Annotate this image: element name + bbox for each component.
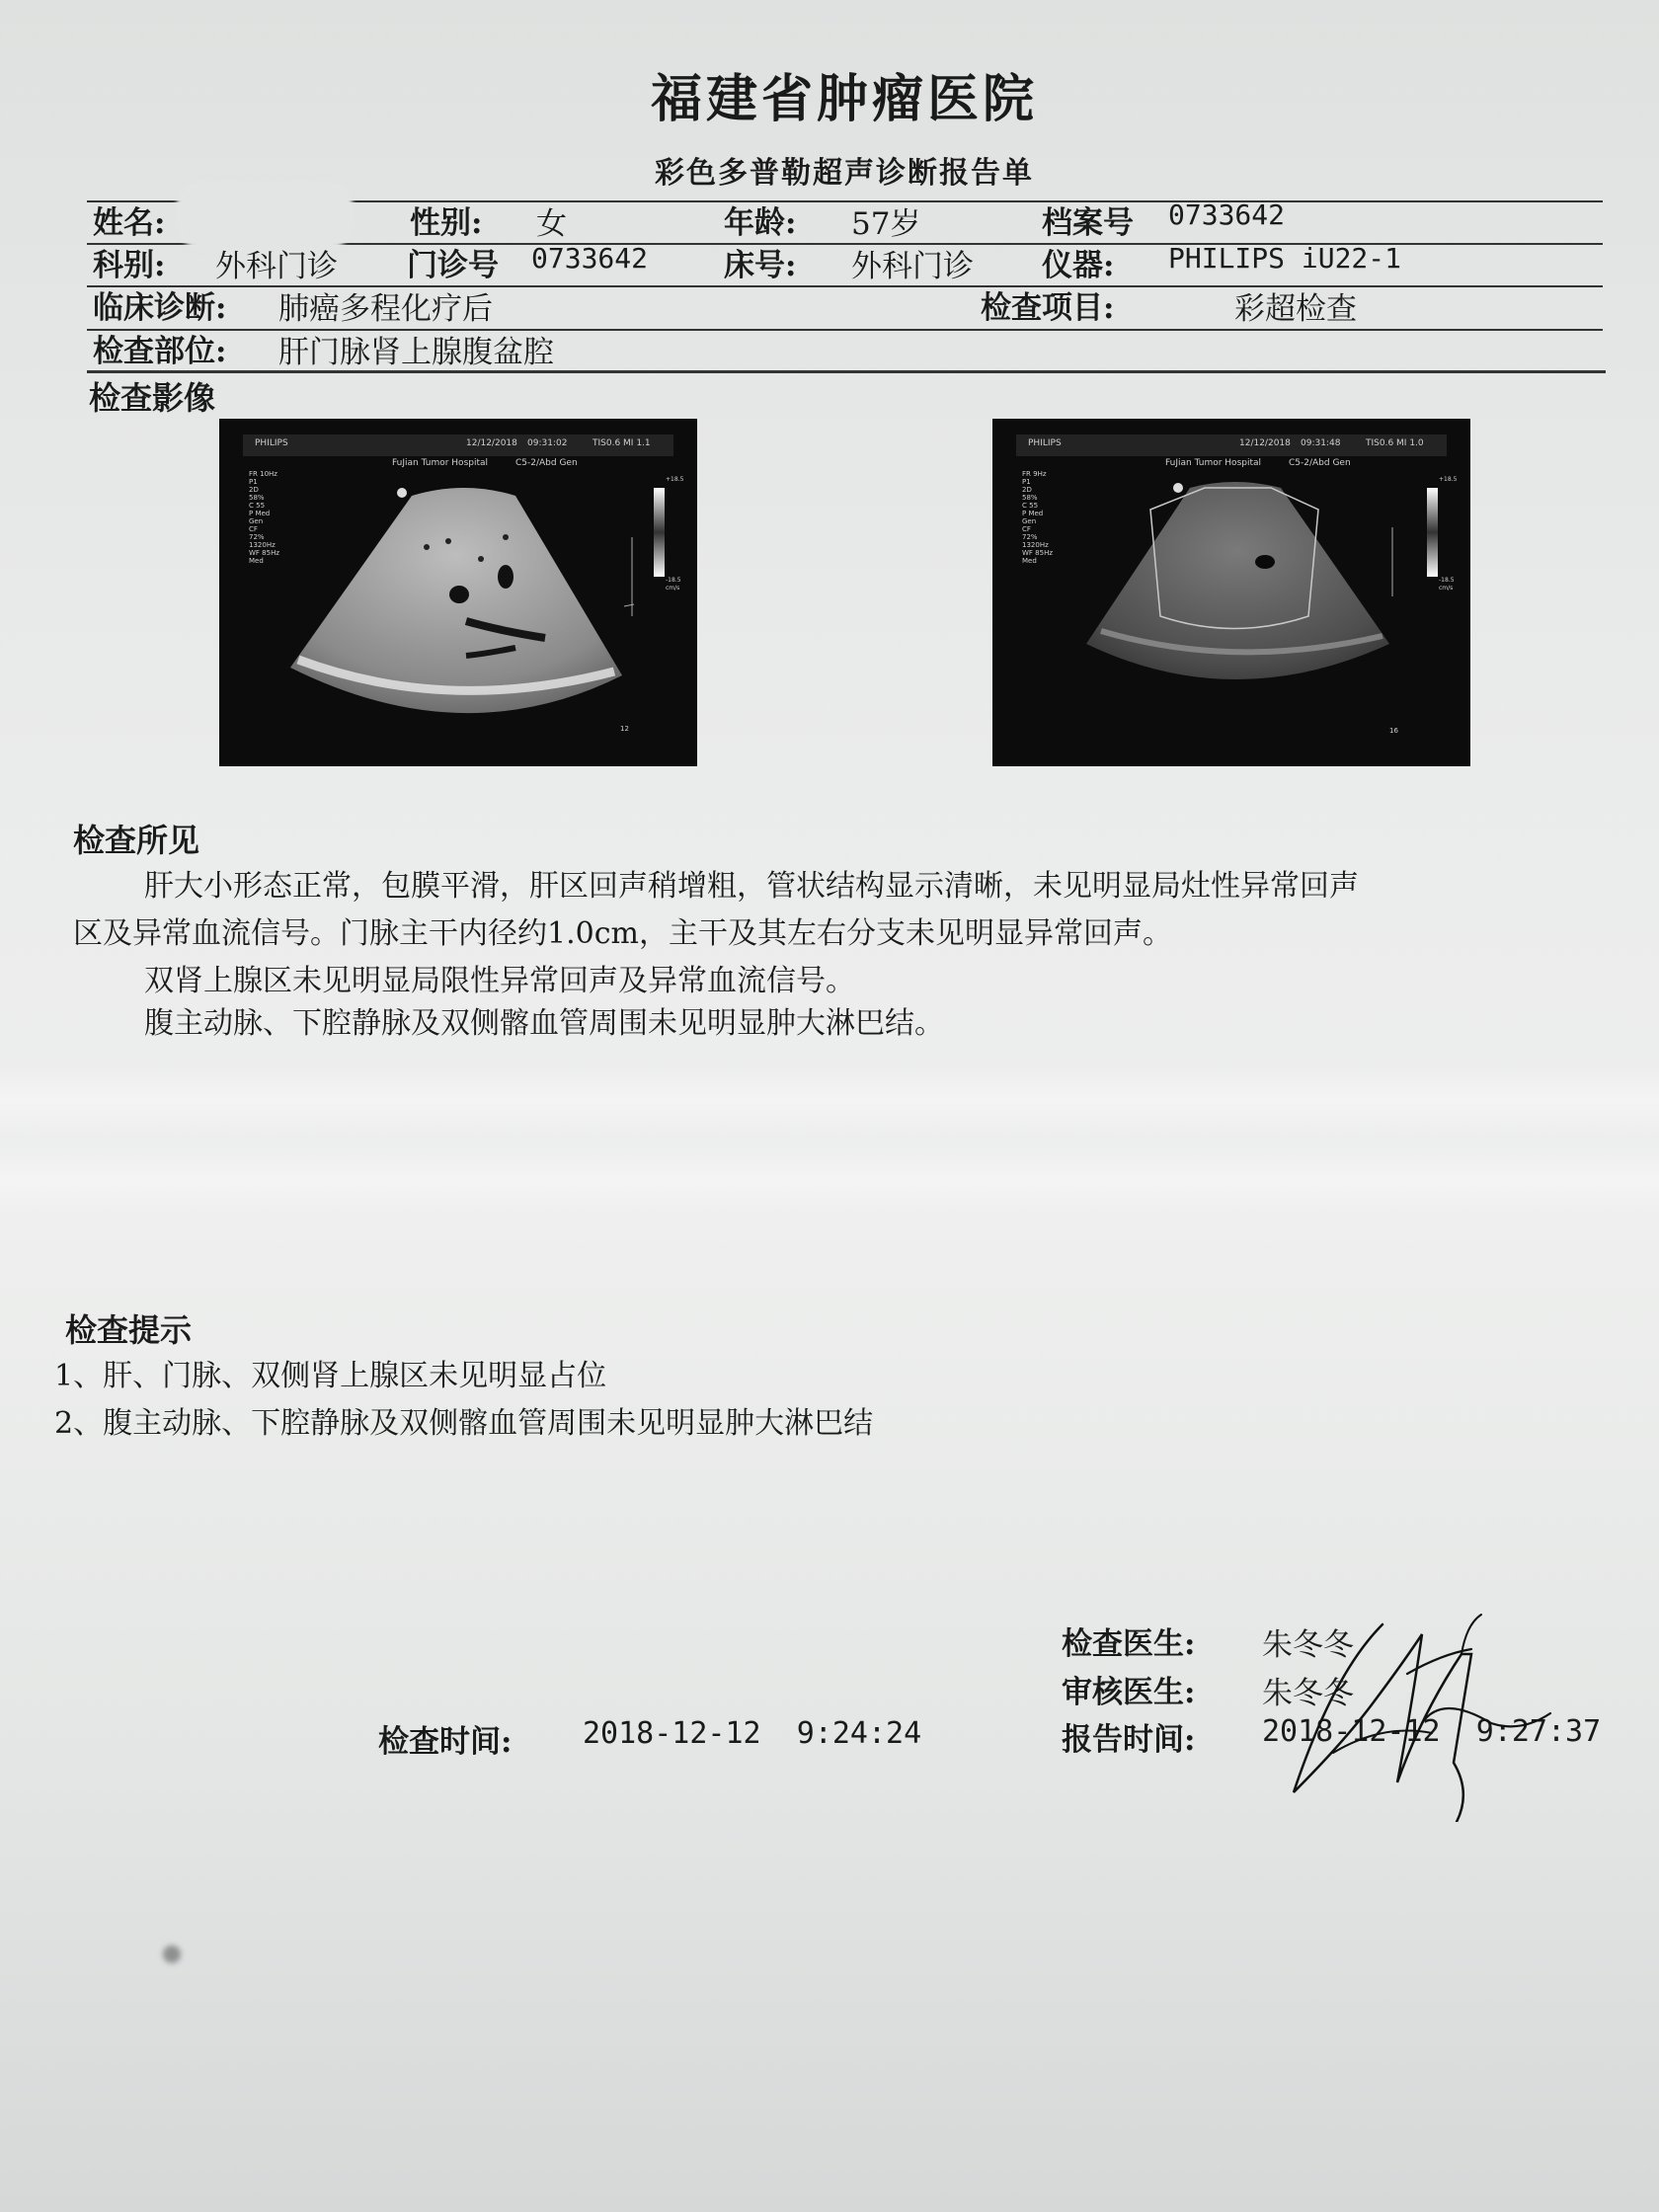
age-label: 年龄: <box>724 205 797 241</box>
bed-value: 外科门诊 <box>851 249 974 284</box>
dept-value: 外科门诊 <box>215 249 338 284</box>
hint-item-1: 1、肝、门脉、双侧肾上腺区未见明显占位 <box>54 1359 607 1393</box>
scan-time: 09:31:48 <box>1301 438 1341 448</box>
exam-doctor-label: 检查医生: <box>1062 1626 1196 1662</box>
scan-param: 1320Hz <box>249 541 276 549</box>
scan-param: Gen <box>249 517 264 525</box>
hints-title: 检查提示 <box>65 1311 193 1349</box>
outpatient-no-label: 门诊号 <box>407 248 499 283</box>
exam-item-label: 检查项目: <box>981 290 1115 326</box>
clinical-dx-label: 临床诊断: <box>93 290 227 326</box>
review-doctor-value: 朱冬冬 <box>1262 1676 1354 1711</box>
scan-brand: PHILIPS <box>255 438 288 448</box>
scale-top: +18.5 <box>666 476 684 483</box>
dept-label: 科别: <box>93 248 166 283</box>
ultrasound-image-1 <box>219 419 697 766</box>
report-subtitle: 彩色多普勒超声诊断报告单 <box>655 156 1034 191</box>
scan-param: P Med <box>249 510 271 517</box>
scale-bottom: -18.5 <box>1439 577 1455 584</box>
file-no-value: 0733642 <box>1168 198 1286 231</box>
ultrasound-scan-2 <box>992 419 1470 766</box>
scan-param: 2D <box>249 486 259 494</box>
scan-param: 2D <box>1022 486 1032 494</box>
name-label: 姓名: <box>93 205 166 241</box>
scan-param: 58% <box>249 494 265 502</box>
instrument-label: 仪器: <box>1042 248 1115 283</box>
exam-item-value: 彩超检查 <box>1234 291 1357 327</box>
paper-smudge <box>163 1945 181 1963</box>
instrument-value: PHILIPS iU22-1 <box>1168 242 1402 275</box>
exam-doctor-value: 朱冬冬 <box>1262 1627 1354 1663</box>
scan-param: P1 <box>1022 478 1031 486</box>
scan-tis: TIS0.6 MI 1.0 <box>1366 438 1424 448</box>
scan-param: 1320Hz <box>1022 541 1049 549</box>
scan-param: Med <box>1022 557 1037 565</box>
scan-param: CF <box>249 525 258 533</box>
findings-title: 检查所见 <box>73 822 200 859</box>
age-value: 57岁 <box>851 206 921 242</box>
exam-time-label: 检查时间: <box>378 1724 513 1760</box>
findings-paragraph-1-line-2: 区及异常血流信号。门脉主干内径约1.0cm，主干及其左右分支未见明显异常回声。 <box>73 916 1172 951</box>
handwritten-signature <box>1274 1595 1570 1822</box>
scan-param: C 55 <box>249 502 266 510</box>
scan-param: WF 85Hz <box>249 549 280 557</box>
scan-brand: PHILIPS <box>1028 438 1062 448</box>
ultrasound-image-2 <box>992 419 1470 766</box>
ultrasound-scan-1 <box>219 419 697 766</box>
outpatient-no-value: 0733642 <box>531 242 649 275</box>
scan-param: WF 85Hz <box>1022 549 1054 557</box>
scale-unit: cm/s <box>666 585 680 592</box>
findings-paragraph-2: 双肾上腺区未见明显局限性异常回声及异常血流信号。 <box>144 964 855 998</box>
exam-site-value: 肝门脉肾上腺腹盆腔 <box>278 335 554 370</box>
scale-top: +18.5 <box>1439 476 1458 483</box>
scan-param: FR 10Hz <box>249 470 277 478</box>
scan-param: Gen <box>1022 517 1037 525</box>
scan-probe: C5-2/Abd Gen <box>1289 458 1351 468</box>
file-no-label: 档案号 <box>1042 205 1134 241</box>
scan-date: 12/12/2018 <box>1239 438 1291 448</box>
exam-time-value: 2018-12-12 9:24:24 <box>583 1716 922 1751</box>
scan-hospital: FuJian Tumor Hospital <box>392 458 489 468</box>
depth-label: 16 <box>1389 727 1398 735</box>
findings-paragraph-1-line-1: 肝大小形态正常，包膜平滑，肝区回声稍增粗，管状结构显示清晰，未见明显局灶性异常回声 <box>144 869 1359 904</box>
scan-probe: C5-2/Abd Gen <box>515 458 578 468</box>
exam-site-label: 检查部位: <box>93 334 227 369</box>
gender-label: 性别: <box>410 205 483 241</box>
hospital-title: 福建省肿瘤医院 <box>650 69 1038 129</box>
scan-tis: TIS0.6 MI 1.1 <box>592 438 651 448</box>
scale-unit: cm/s <box>1439 585 1454 592</box>
scan-param: C 55 <box>1022 502 1039 510</box>
depth-label: 12 <box>620 725 629 733</box>
scan-param: P1 <box>249 478 258 486</box>
scan-param: P Med <box>1022 510 1044 517</box>
report-time-value: 2018-12-12 9:27:37 <box>1262 1714 1602 1749</box>
images-section-title: 检查影像 <box>89 379 216 417</box>
scan-time: 09:31:02 <box>527 438 568 448</box>
findings-paragraph-3: 腹主动脉、下腔静脉及双侧髂血管周围未见明显肿大淋巴结。 <box>144 1006 944 1041</box>
scan-param: 72% <box>1022 533 1038 541</box>
scan-date: 12/12/2018 <box>466 438 517 448</box>
clinical-dx-value: 肺癌多程化疗后 <box>278 291 493 327</box>
scan-param: 58% <box>1022 494 1038 502</box>
scan-param: 72% <box>249 533 265 541</box>
gender-value: 女 <box>536 206 567 242</box>
scale-bottom: -18.5 <box>666 577 681 584</box>
report-time-label: 报告时间: <box>1062 1722 1196 1758</box>
hint-item-2: 2、腹主动脉、下腔静脉及双侧髂血管周围未见明显肿大淋巴结 <box>54 1406 874 1441</box>
scan-param: CF <box>1022 525 1031 533</box>
scan-param: FR 9Hz <box>1022 470 1047 478</box>
scan-hospital: FuJian Tumor Hospital <box>1165 458 1262 468</box>
scan-param: Med <box>249 557 264 565</box>
review-doctor-label: 审核医生: <box>1062 1675 1196 1710</box>
bed-label: 床号: <box>724 248 797 283</box>
